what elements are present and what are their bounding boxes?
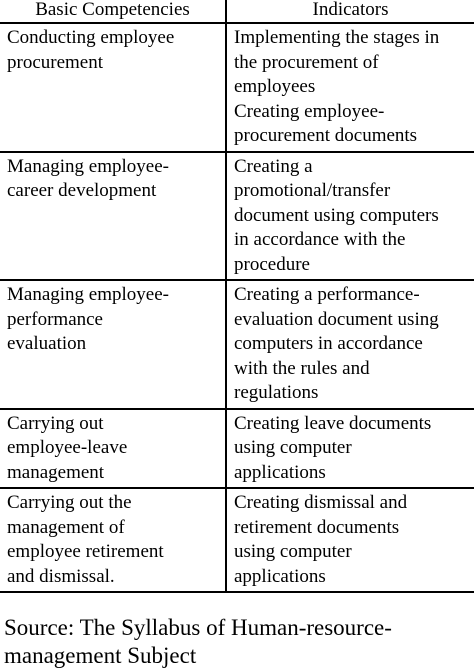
indicator-text: using computer — [234, 437, 352, 458]
indicator-text: promotional/transfer — [234, 180, 391, 201]
indicator-text: Creating a performance- — [234, 284, 420, 305]
indicator-text: Creating dismissal and — [234, 492, 408, 513]
indicator-text: with the rules and — [234, 357, 370, 379]
competency-text: Conducting employee — [7, 27, 175, 48]
header-basic-competencies: Basic Competencies — [0, 0, 226, 23]
table-row — [0, 488, 474, 592]
competency-text: performance — [7, 308, 103, 330]
indicator-text: Implementing the stages in — [234, 27, 440, 48]
indicator-text: using computer — [234, 541, 352, 562]
competency-text: management of — [7, 516, 125, 538]
header-indicators: Indicators — [226, 0, 474, 23]
indicator-text: applications — [234, 461, 326, 483]
competency-text: and dismissal. — [7, 565, 115, 587]
competency-text: employee-leave — [7, 437, 128, 458]
competency-text: Managing employee- — [7, 284, 169, 305]
indicators-cell — [226, 152, 474, 281]
competency-text: procurement — [7, 51, 104, 73]
indicator-text: Creating employee- — [234, 100, 385, 122]
indicators-cell — [226, 409, 474, 489]
indicator-text: Creating a — [234, 155, 313, 177]
source-text: management Subject — [4, 643, 197, 668]
competency-text: management — [7, 461, 105, 483]
competency-cell — [0, 23, 226, 152]
competency-cell — [0, 488, 226, 592]
indicator-text: the procurement of — [234, 51, 379, 73]
competency-text: Managing employee- — [7, 155, 169, 177]
indicator-text: Creating leave documents — [234, 412, 432, 434]
competency-cell — [0, 409, 226, 489]
table-header-row — [0, 0, 474, 23]
competency-cell — [0, 280, 226, 409]
indicators-cell — [226, 280, 474, 409]
indicators-cell — [226, 23, 474, 152]
indicator-text: procedure — [234, 253, 310, 275]
indicator-text: evaluation document using — [234, 308, 439, 330]
table-row — [0, 152, 474, 281]
indicator-text: in accordance with the — [234, 229, 406, 250]
competency-text: Carrying out — [7, 412, 104, 434]
source-text: Source: The Syllabus of Human-resource- — [4, 615, 392, 640]
competency-text: Carrying out the — [7, 492, 132, 513]
indicator-text: employees — [234, 76, 316, 97]
table-row — [0, 280, 474, 409]
table-row — [0, 23, 474, 152]
table-row — [0, 409, 474, 489]
indicators-cell — [226, 488, 474, 592]
indicator-text: document using computers — [234, 204, 439, 226]
indicator-text: regulations — [234, 382, 319, 403]
competency-cell — [0, 152, 226, 281]
competency-text: evaluation — [7, 333, 87, 354]
indicator-text: computers in accordance — [234, 333, 423, 354]
competency-text: employee retirement — [7, 541, 164, 562]
indicator-text: applications — [234, 565, 326, 587]
indicator-text: retirement documents — [234, 516, 400, 538]
competency-text: career development — [7, 180, 157, 201]
source-caption — [4, 614, 474, 670]
indicator-text: procurement documents — [234, 125, 418, 146]
